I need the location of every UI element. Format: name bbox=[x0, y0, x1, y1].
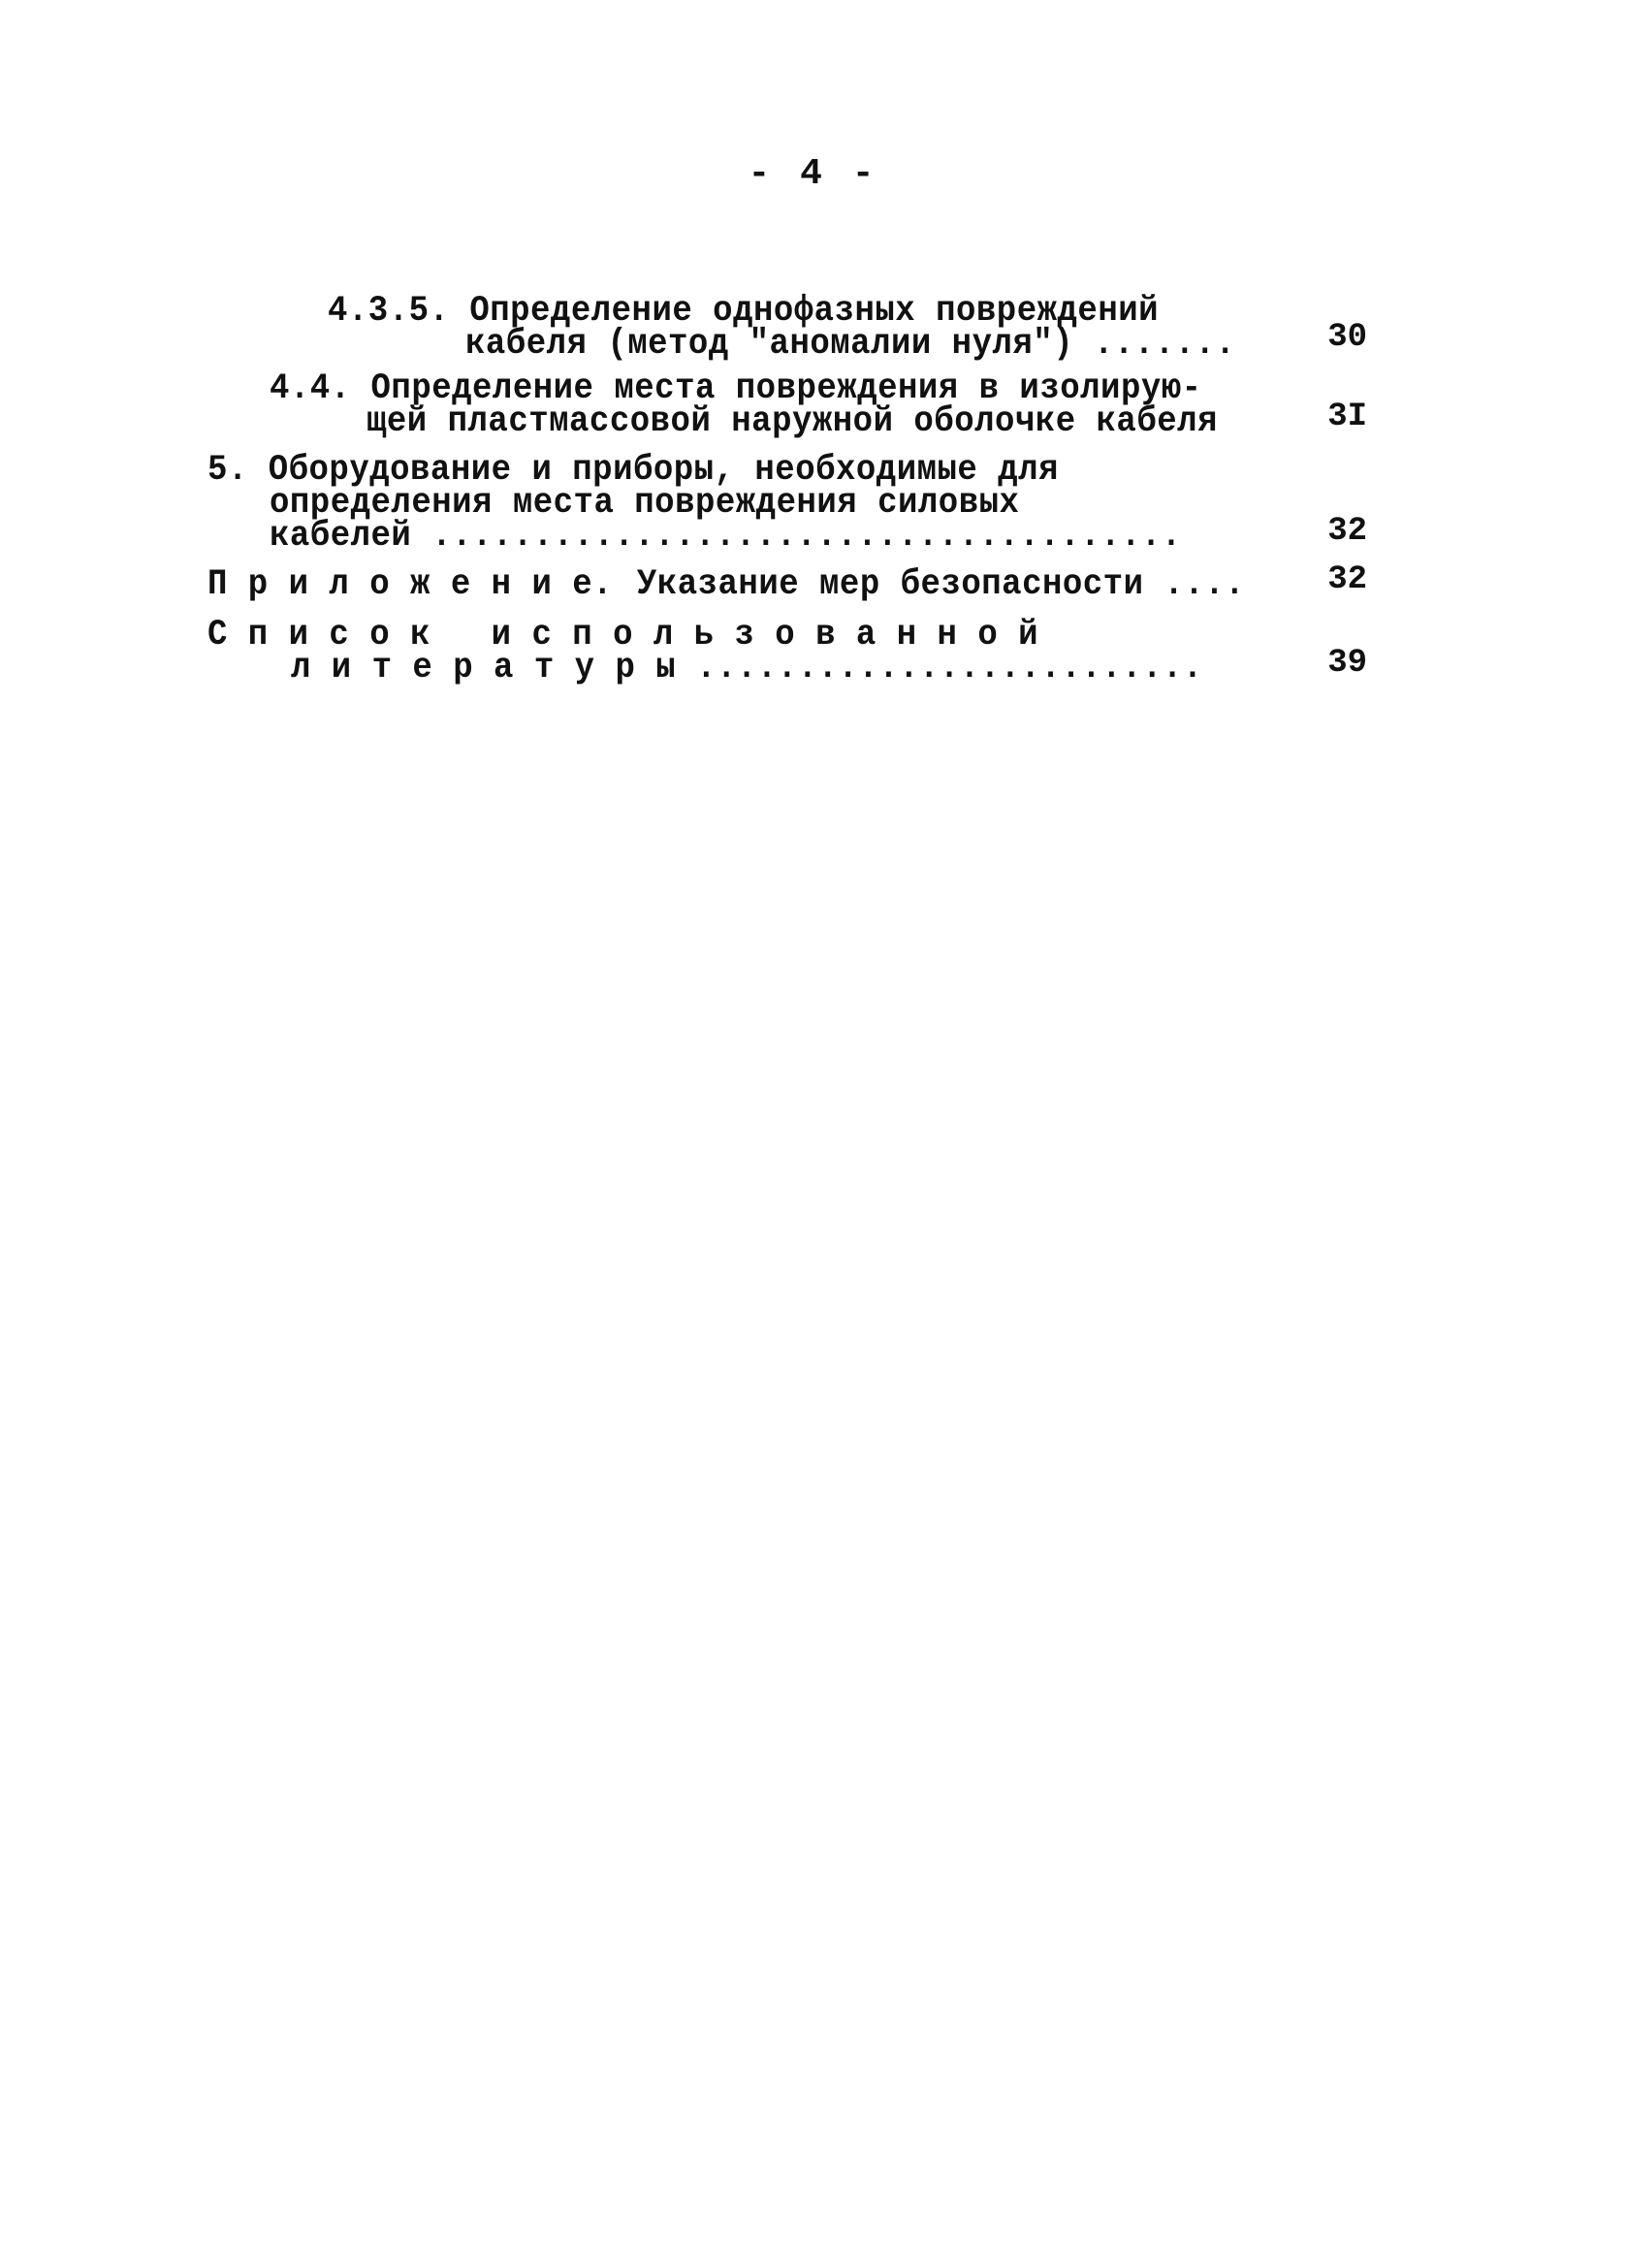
toc-entry-5-line-1: 5. Оборудование и приборы, необходимые для bbox=[207, 450, 1059, 491]
toc-entry-appendix-page: 32 bbox=[1327, 561, 1367, 598]
toc-entry-4-3-5-line-1: 4.3.5. Определение однофазных повреждений bbox=[328, 291, 1160, 332]
toc-entry-references-page: 39 bbox=[1327, 645, 1367, 682]
toc-entry-references-line-2: л и т е р а т у р ы ......................... bbox=[291, 648, 1203, 688]
toc-entry-4-4-page: 3I bbox=[1327, 399, 1367, 435]
page-number: - 4 - bbox=[748, 153, 878, 195]
toc-entry-4-4-line-2: щей пластмассовой наружной оболочке кабеля bbox=[367, 401, 1218, 442]
toc-entry-5-page: 32 bbox=[1327, 513, 1367, 550]
toc-entry-appendix-title: Указание мер безопасности .... bbox=[617, 564, 1246, 605]
toc-entry-references-line-1: С п и с о к и с п о л ь з о в а н н о й bbox=[207, 615, 1039, 655]
toc-entry-4-3-5-line-2: кабеля (метод "аномалии нуля") ....... bbox=[465, 324, 1236, 365]
toc-entry-appendix-prefix: П р и л о ж е н и е. bbox=[207, 564, 614, 605]
toc-entry-4-4-line-1: 4.4. Определение места повреждения в изолирую- bbox=[270, 368, 1202, 409]
toc-entry-4-3-5-page: 30 bbox=[1327, 319, 1367, 356]
toc-entry-5-line-2: определения места повреждения силовых bbox=[270, 483, 1020, 524]
toc-entry-5-line-3: кабелей ..................................... bbox=[270, 516, 1182, 557]
